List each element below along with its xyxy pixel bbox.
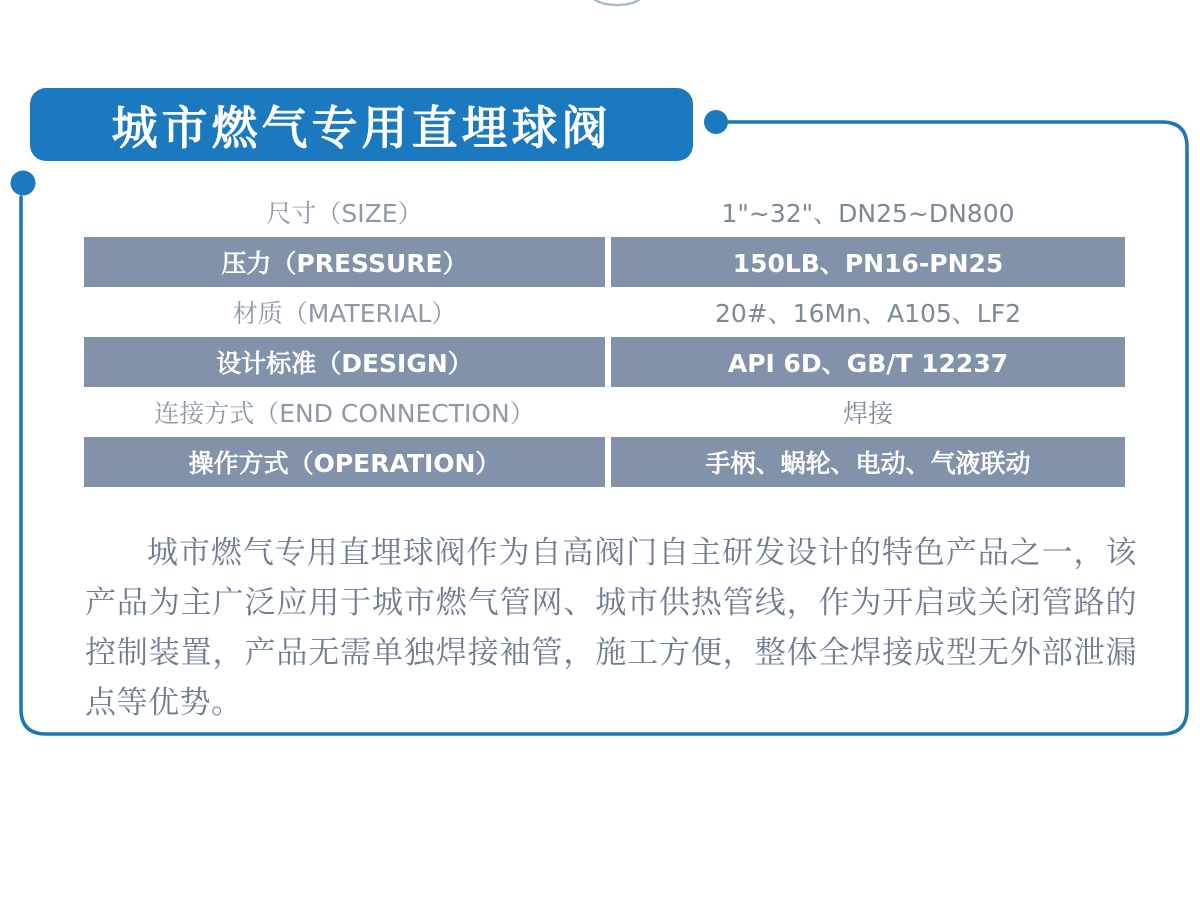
table-row-end-connection [84, 387, 1125, 437]
spec-label: 连接方式（END CONNECTION） [154, 399, 535, 428]
table-row-size [84, 187, 1125, 237]
spec-label: 设计标准（DESIGN） [84, 337, 605, 387]
spec-label: 尺寸（SIZE） [266, 199, 423, 228]
top-arc-decoration [593, 0, 641, 5]
spec-value: 手柄、蜗轮、电动、气液联动 [611, 437, 1125, 487]
spec-value: 焊接 [842, 399, 893, 428]
table-row-pressure [84, 237, 1125, 287]
table-row-design [84, 337, 1125, 387]
connector-dot-left [11, 171, 36, 196]
spec-value: API 6D、GB/T 12237 [611, 337, 1125, 387]
table-row-operation [84, 437, 1125, 487]
connector-dot-right [704, 110, 728, 134]
spec-label: 压力（PRESSURE） [84, 237, 605, 287]
spec-value: 1"~32"、DN25~DN800 [721, 199, 1015, 228]
spec-value: 20#、16Mn、A105、LF2 [714, 299, 1022, 328]
spec-label: 材质（MATERIAL） [232, 299, 457, 328]
title-banner [30, 88, 693, 161]
spec-table [84, 187, 1125, 487]
spec-value: 150LB、PN16-PN25 [611, 237, 1125, 287]
product-description: 城市燃气专用直埋球阀作为自高阀门自主研发设计的特色产品之一，该产品为主广泛应用于城市燃气管网、城市供热管线，作为开启或关闭管路的控制装置，产品无需单独焊接袖管，施工方便，整体全焊接成型无外部泄漏点等优势。 [85, 535, 1137, 721]
spec-label: 操作方式（OPERATION） [84, 437, 605, 487]
page-title: 城市燃气专用直埋球阀 [111, 100, 612, 155]
table-row-material [84, 287, 1125, 337]
